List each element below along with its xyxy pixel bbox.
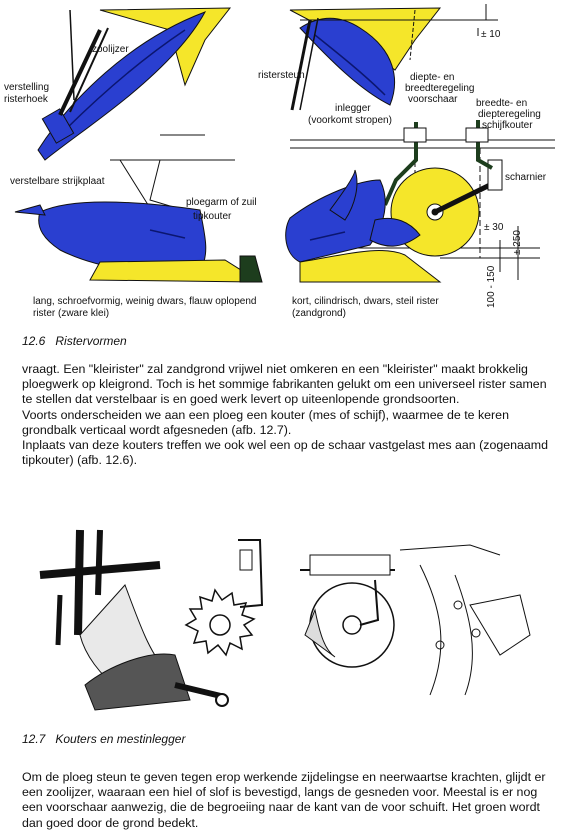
- label-verstelbare-strijkplaat: verstelbare strijkplaat: [10, 176, 105, 187]
- label-risterhoek: risterhoek: [4, 94, 48, 105]
- caption-left-line2: rister (zware klei): [33, 308, 110, 319]
- label-inlegger: inlegger: [335, 103, 371, 114]
- label-inlegger-note: (voorkomt stropen): [308, 115, 392, 126]
- label-diepte-2: breedteregeling: [405, 83, 475, 94]
- paragraph: Inplaats van deze kouters treffen we ook wel een op de schaar vastgelast mes aan (zogenaamd tipkouter) (afb. 12.6).: [22, 438, 549, 468]
- body-text-section-1: [22, 362, 550, 468]
- figure-12-7-caption: [22, 732, 185, 746]
- figure-12-7-illustration: [0, 525, 565, 725]
- label-verstelling: verstelling: [4, 82, 50, 93]
- label-ploegarm: ploegarm of zuil: [186, 197, 257, 208]
- label-breedte-3: schijfkouter: [482, 120, 533, 131]
- label-range-100-150: 100 - 150: [486, 265, 497, 308]
- figure-12-6-number: 12.6: [22, 334, 46, 348]
- label-zoolijzer: zoolijzer: [92, 44, 129, 55]
- label-plusminus-10: ± 10: [481, 29, 501, 40]
- caption-right-line2: (zandgrond): [292, 308, 346, 319]
- label-diepte-3: voorschaar: [408, 94, 458, 105]
- paragraph: Om de ploeg steun te geven tegen erop werkende zijdelingse en neerwaartse krachten, glijdt er een zoolijzer, waaraan een hiel of slof is bevestigd, langs de gesneden voor. Meestal is er nog een voorschaar aanwezig, die de begroeiing naar de kant van de voor schuift. Het groen wordt dan goed door de grond bedekt.: [22, 770, 546, 830]
- figure-12-6-illustration: [0, 0, 565, 330]
- label-tipkouter: tipkouter: [193, 211, 232, 222]
- label-breedte-2: diepteregeling: [478, 109, 541, 120]
- figure-12-7-number: 12.7: [22, 732, 46, 746]
- label-breedte-1: breedte- en: [476, 98, 528, 109]
- label-plusminus-30: ± 30: [484, 222, 504, 233]
- figure-12-6-title: Ristervormen: [55, 334, 127, 348]
- figure-12-6-caption: [22, 334, 127, 348]
- label-ristersteun: ristersteun: [258, 70, 305, 81]
- caption-left-line1: lang, schroefvormig, weinig dwars, flauw oplopend: [33, 296, 257, 307]
- paragraph: Voorts onderscheiden we aan een ploeg een kouter (mes of schijf), waarmee de te keren grondbalk verticaal wordt afgesneden (afb. 12.7).: [22, 407, 509, 437]
- label-scharnier: scharnier: [505, 172, 547, 183]
- paragraph: vraagt. Een "kleirister" zal zandgrond vrijwel niet omkeren en een "kleirister" maakt brokkelig ploegwerk op kleigrond. Toch is het sommige fabrikanten gelukt om een universeel rister samen te stellen dat verstelbaar is en goed werk levert op uiteenlopende grondsoorten.: [22, 362, 547, 407]
- caption-right-line1: kort, cilindrisch, dwars, steil rister: [292, 296, 439, 307]
- figure-12-7-title: Kouters en mestinlegger: [55, 732, 186, 746]
- body-text-section-2: [22, 770, 550, 831]
- label-plusminus-250: ± 250: [512, 230, 523, 255]
- label-diepte-1: diepte- en: [410, 72, 455, 83]
